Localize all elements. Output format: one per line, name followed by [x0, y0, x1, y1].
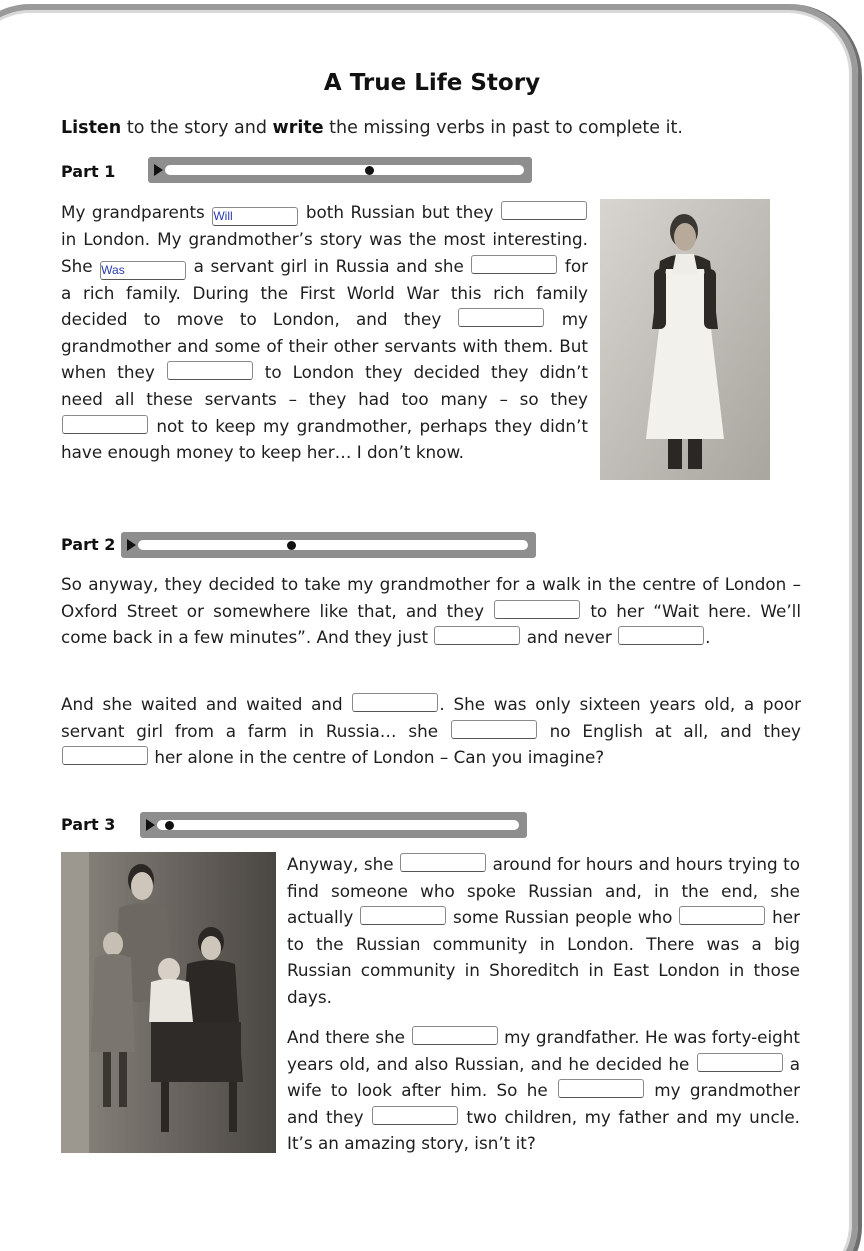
text: not to keep my grandmother, perhaps they didn’t have enough money to keep her… I don’t know.	[61, 415, 588, 463]
play-icon[interactable]	[154, 164, 163, 176]
text: to London they decided they didn’t need all these servants – they had too many – so they	[61, 362, 588, 409]
text: a wife to look after him. So he	[287, 1053, 800, 1101]
text: around for hours and hours trying to find someone who spoke Russian and, in the end, she actually	[287, 854, 800, 928]
text: My grandparents	[61, 202, 212, 222]
text: and never	[521, 627, 618, 648]
answer-input[interactable]	[458, 308, 544, 327]
part-3-paragraph-1	[287, 851, 800, 1011]
answer-input[interactable]	[62, 415, 148, 434]
part-2-paragraph-1	[61, 571, 801, 651]
text: her to the Russian community in London. There was a big Russian community in Shoreditch in East London in those days.	[287, 907, 800, 1007]
part-2-audio-player[interactable]	[121, 532, 536, 558]
text: So anyway, they decided to take my grandmother for a walk in the centre of London – Oxford Street or somewhere like that, and they	[61, 574, 801, 621]
answer-input[interactable]	[697, 1053, 783, 1072]
text: to her “Wait here. We’ll come back in a few minutes”. And they just	[61, 600, 801, 648]
audio-progress-knob[interactable]	[365, 166, 374, 175]
answer-input[interactable]	[501, 201, 587, 220]
text: my grandmother and they	[287, 1080, 801, 1127]
text: Anyway, she	[287, 854, 400, 874]
answer-input[interactable]	[679, 906, 765, 925]
text: in London. My grandmother’s story was the most interesting. She	[61, 229, 588, 276]
answer-input[interactable]: Was	[100, 261, 186, 280]
answer-input[interactable]: Will	[212, 207, 298, 226]
text: a servant girl in Russia and she	[187, 255, 471, 276]
text: no English at all, and they	[537, 720, 801, 741]
answer-input[interactable]	[167, 361, 253, 380]
text: both Russian but they	[299, 202, 500, 222]
answer-input[interactable]	[451, 720, 537, 739]
answer-input[interactable]	[494, 600, 580, 619]
part-2-paragraph-2	[61, 691, 801, 771]
audio-track[interactable]	[165, 165, 524, 175]
text: two children, my father and my uncle. It’s an amazing story, isn’t it?	[287, 1106, 800, 1154]
text: my grandfather. He was forty-eight years old, and also Russian, and he decided he	[287, 1027, 801, 1074]
instructions-mid: to the story and	[121, 118, 273, 138]
answer-input[interactable]	[618, 626, 704, 645]
text: for a rich family. During the First World War this rich family decided to move to London, and they	[61, 255, 588, 330]
part-2-label: Part 2	[61, 535, 116, 554]
answer-input[interactable]	[372, 1106, 458, 1125]
photo-servant-girl	[600, 199, 770, 480]
part-1-paragraph	[61, 199, 588, 466]
answer-input[interactable]	[412, 1026, 498, 1045]
instructions	[61, 118, 821, 138]
play-icon[interactable]	[146, 819, 155, 831]
part-3-label: Part 3	[61, 815, 116, 834]
page-title: A True Life Story	[323, 70, 541, 96]
part-1-label: Part 1	[61, 162, 116, 181]
answer-input[interactable]	[352, 693, 438, 712]
answer-input[interactable]	[360, 906, 446, 925]
answer-input[interactable]	[558, 1079, 644, 1098]
audio-progress-knob[interactable]	[165, 821, 174, 830]
text: some Russian people who	[447, 907, 679, 928]
text: . She was only sixteen years old, a poor servant girl from a farm in Russia… she	[61, 694, 801, 741]
instructions-write: write	[272, 118, 324, 138]
answer-input[interactable]	[400, 853, 486, 872]
answer-input[interactable]	[62, 746, 148, 765]
part-1-audio-player[interactable]	[148, 157, 532, 183]
text: my grandmother and some of their other servants with them. But when they	[61, 309, 588, 383]
part-3-audio-player[interactable]	[140, 812, 527, 838]
text: .	[705, 627, 711, 648]
audio-track[interactable]	[138, 540, 528, 550]
answer-input[interactable]	[434, 626, 520, 645]
instructions-listen: Listen	[61, 118, 122, 138]
answer-input[interactable]	[471, 255, 557, 274]
text: And she waited and waited and	[61, 694, 352, 714]
play-icon[interactable]	[127, 539, 136, 551]
text: And there she	[287, 1027, 411, 1047]
part-3-paragraph-2	[287, 1024, 800, 1157]
instructions-rest: the missing verbs in past to complete it.	[323, 118, 683, 138]
photo-family-portrait	[61, 852, 276, 1153]
text: her alone in the centre of London – Can you imagine?	[149, 747, 605, 768]
audio-track[interactable]	[157, 820, 519, 830]
